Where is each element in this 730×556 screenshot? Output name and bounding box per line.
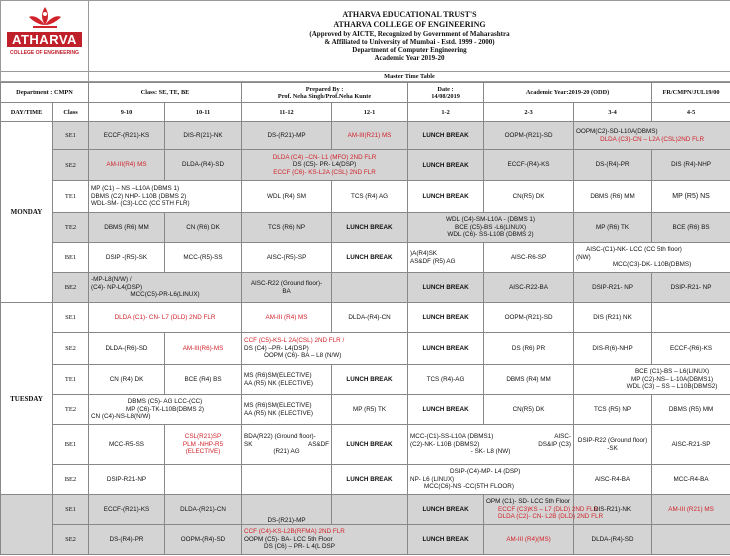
practical-line: MCC(C3)-DK- L10B(DBMS) xyxy=(612,261,692,269)
practical-cell xyxy=(408,465,574,495)
lecture-cell: AISC-R21-SP xyxy=(652,425,730,465)
slot-header: 4-5 xyxy=(652,103,730,122)
lecture-cell: DLDA-(R6)-SD xyxy=(89,333,165,365)
practical-cell xyxy=(574,365,730,395)
lunch-break: LUNCH BREAK xyxy=(332,465,408,495)
lecture-cell: AM-III (R21) MS xyxy=(652,495,730,525)
college-name: ATHARVA COLLEGE OF ENGINEERING xyxy=(333,20,486,29)
lecture-cell: MP (R5) NS xyxy=(652,181,730,213)
lecture-line: CSL(R21)SP xyxy=(184,433,222,441)
lecture-cell: DSIP-R21-NP xyxy=(89,465,165,495)
empty-cell xyxy=(652,303,730,333)
practical-line xyxy=(410,433,571,441)
lecture-cell: CN(R5) DK xyxy=(484,181,574,213)
practical-line: OOPM(C2)-SD-L10A(DBMS) xyxy=(576,128,658,135)
date-value: 14/08/2019 xyxy=(431,92,460,100)
table-row xyxy=(1,465,730,495)
info-row xyxy=(1,83,730,103)
slot-header: 11-12 xyxy=(242,103,332,122)
practical-line: OOPM (C5)- BA- LCC 5th Floor xyxy=(244,535,333,543)
lunch-break: LUNCH BREAK xyxy=(408,333,484,365)
lunch-break: LUNCH BREAK xyxy=(408,122,484,150)
lecture-cell: BCE (R4) BS xyxy=(165,365,242,395)
practical-line: -MP-L8(N/W) / xyxy=(91,276,132,284)
practical-line: CCF (C5)-KS-L 2A(CSL) 2ND FLR / xyxy=(244,337,345,345)
lecture-cell: TCS (R6) NP xyxy=(242,213,332,243)
empty-cell xyxy=(332,273,408,303)
lecture-cell: MCC-(R5)-SS xyxy=(165,243,242,273)
lunch-break: LUNCH BREAK xyxy=(408,303,484,333)
lunch-break: LUNCH BREAK xyxy=(332,425,408,465)
lecture-line: DSIP-R22 (Ground floor) xyxy=(577,437,648,444)
practical-line: WDL (C4)-SM-L10A - (DBMS 1) xyxy=(446,216,536,224)
master-title: Master Time Table xyxy=(89,72,730,82)
lecture-line: AS&DF (R5) AG xyxy=(410,257,456,265)
practical-line: NP- L6 (LINUX) xyxy=(410,475,455,483)
lecture-cell: TCS (R4) AG xyxy=(332,181,408,213)
table-row xyxy=(1,425,730,465)
lecture-cell: DIS-R(6)-NHP xyxy=(574,333,652,365)
lecture-text: SK xyxy=(244,440,253,448)
day-label-tuesday: TUESDAY xyxy=(1,303,53,495)
lecture-cell: MP (R5) TK xyxy=(332,395,408,425)
class-cell: TE1 xyxy=(53,365,89,395)
table-row xyxy=(1,365,730,395)
lecture-line: (ELECTIVE) xyxy=(185,448,221,456)
lecture-cell: DS (R6) PR xyxy=(484,333,574,365)
slot-header: 10-11 xyxy=(165,103,242,122)
class-cell: BE2 xyxy=(53,465,89,495)
practical-cell xyxy=(89,273,242,303)
practical-line: - SK- L8 (NW) xyxy=(470,448,511,456)
lecture-line: PLM -NHP-R5 xyxy=(182,440,224,448)
lecture-cell: DLDA-(R4)-CN xyxy=(332,303,408,333)
prepared-names: Prof. Neha Singh/Prof.Neha Kunte xyxy=(277,92,372,100)
practical-cell xyxy=(89,181,242,213)
practical-line: DLDA (C2)- CN- L2B (DLD) 2ND FLR xyxy=(498,513,603,521)
class-cell: TE2 xyxy=(53,213,89,243)
lecture-cell: DIS-R(21)-NK xyxy=(165,122,242,150)
timetable xyxy=(0,82,730,555)
lecture-cell xyxy=(242,425,332,465)
practical-text: AISC- xyxy=(554,433,572,441)
lecture-cell: ECCF-(R4)-KS xyxy=(484,150,574,181)
lecture-cell: DS-(R4)-PR xyxy=(574,150,652,181)
practical-line: DSIP-(C4)-MP- L4 (DSP) xyxy=(450,468,521,476)
class-cell: TE1 xyxy=(53,181,89,213)
lecture-cell: AISC-R4-BA xyxy=(574,465,652,495)
lecture-cell: ECCF-(R21)-KS xyxy=(89,122,165,150)
day-label-wednesday xyxy=(1,495,53,555)
lecture-cell: CN (R6) DK xyxy=(165,213,242,243)
practical-line: CCF (C4)-KS-L2B(RFMA) 2ND FLR xyxy=(244,528,345,536)
approval-text: (Approved by AICTE, Recognized by Government of Maharashtra xyxy=(309,30,510,38)
practical-line: DS (C6) – PR- L 4(L DSP xyxy=(264,543,335,551)
lecture-cell: DBMS (R6) MM xyxy=(89,213,165,243)
class-cell: SE2 xyxy=(53,525,89,555)
lecture-cell: WDL (R4) SM xyxy=(242,181,332,213)
lecture-cell: ECCF-(R6)-KS xyxy=(652,333,730,365)
practical-line: OOPM (C6)- BA – L8 (N/W) xyxy=(264,352,342,360)
lecture-cell: AM-III(R21) MS xyxy=(332,122,408,150)
table-row xyxy=(1,273,730,303)
lecture-cell: DBMS (R5) MM xyxy=(652,395,730,425)
slot-header: 12-1 xyxy=(332,103,408,122)
lecture-line: MS (R6)SM(ELECTIVE) xyxy=(244,402,312,409)
lecture-line: BA xyxy=(282,287,291,295)
affiliation-text: & Affiliated to University of Mumbai - Estd. 1999 - 2000) xyxy=(324,38,495,46)
practical-line xyxy=(410,441,571,449)
institute-title xyxy=(89,1,730,72)
lunch-break: LUNCH BREAK xyxy=(332,243,408,273)
lecture-cell: TCS (R5) NP xyxy=(574,395,652,425)
lecture-cell: AISC-R6-SP xyxy=(484,243,574,273)
lecture-line: -SK xyxy=(607,444,618,452)
practical-line: MP (C1) – NS –L10A (DBMS 1) xyxy=(91,185,180,193)
table-row xyxy=(1,303,730,333)
practical-text: (C2)-NK- L10B (DBMS2) xyxy=(410,440,480,448)
table-row xyxy=(1,150,730,181)
academic-label: Academic Year:2019-20 (ODD) xyxy=(484,83,652,103)
table-row xyxy=(1,495,730,525)
practical-line: DLDA (C4) –CN- L1 (MFO) 2ND FLR xyxy=(272,153,377,161)
lecture-cell xyxy=(242,365,332,395)
lecture-cell: ECCF-(R21)-KS xyxy=(89,495,165,525)
table-row xyxy=(1,243,730,273)
trust-name: ATHARVA EDUCATIONAL TRUST'S xyxy=(342,10,477,19)
slot-header: 9-10 xyxy=(89,103,165,122)
lecture-line: )A(R4)SK xyxy=(410,250,437,257)
class-cell: SE1 xyxy=(53,303,89,333)
practical-line: MCC(C5)-PR-L6(LINUX) xyxy=(130,291,200,299)
prepared-label: Prepared By : xyxy=(305,85,344,93)
lecture-cell xyxy=(408,243,484,273)
logo-wordmark: ATHARVA xyxy=(7,32,82,47)
class-cell: TE2 xyxy=(53,395,89,425)
lecture-line: BDA(R22) (Ground floor)- xyxy=(244,433,316,441)
lecture-line: (R21) AG xyxy=(273,448,300,456)
lecture-cell xyxy=(242,395,332,425)
slot-header: 1-2 xyxy=(408,103,484,122)
empty-cell xyxy=(652,525,730,555)
class-header: Class xyxy=(53,103,89,122)
table-row xyxy=(1,395,730,425)
lecture-cell: DLDA-(R4)-SD xyxy=(165,150,242,181)
lecture-cell: OOPM-(R4)-SD xyxy=(165,525,242,555)
practical-line: OPM (C1)- SD- LCC 5th Floor xyxy=(486,498,571,506)
logo-subtitle: COLLEGE OF ENGINEERING xyxy=(10,50,79,56)
practical-line: WDL-SM- (C3)-LCC (CC 5TH FLR) xyxy=(91,200,190,208)
lunch-break: LUNCH BREAK xyxy=(408,273,484,303)
slot-header: 3-4 xyxy=(574,103,652,122)
lunch-break: LUNCH BREAK xyxy=(408,150,484,181)
lunch-break: LUNCH BREAK xyxy=(408,395,484,425)
lunch-break: LUNCH BREAK xyxy=(408,495,484,525)
practical-text: MCC-(C1)-SS-L10A (DBMS1) xyxy=(410,433,494,441)
class-cell: SE1 xyxy=(53,122,89,150)
practical-cell xyxy=(89,395,242,425)
lecture-cell: DBMS (R4) MM xyxy=(484,365,574,395)
class-cell: SE2 xyxy=(53,150,89,181)
lecture-line: AA (R5) NK (ELECTIVE) xyxy=(244,379,313,387)
class-cell: BE2 xyxy=(53,273,89,303)
practical-line: DLDA (C3)-CN – L2A (CSL)2ND FLR xyxy=(600,135,704,143)
lunch-break: LUNCH BREAK xyxy=(332,365,408,395)
department-name: Department of Computer Engineering xyxy=(352,46,467,54)
table-row xyxy=(1,333,730,365)
lecture-line: AISC-R22 (Ground floor)- xyxy=(250,280,323,287)
prepared-by xyxy=(242,83,408,103)
practical-line: DBMS (C2) NHP- L10B (DBMS 2) xyxy=(91,192,187,200)
class-label: Class: SE, TE, BE xyxy=(89,83,242,103)
daytime-header: DAY/TIME xyxy=(1,103,53,122)
table-row xyxy=(1,213,730,243)
lecture-cell xyxy=(165,425,242,465)
practical-line: AISC-(C1)-NK- LCC (CC 5th floor) xyxy=(586,246,682,254)
lecture-cell: OOPM-(R21)-SD xyxy=(484,122,574,150)
lecture-cell: AISC-R22-BA xyxy=(484,273,574,303)
lecture-cell xyxy=(574,425,652,465)
lecture-cell: MP (R6) TK xyxy=(574,213,652,243)
lecture-cell: BCE (R6) BS xyxy=(652,213,730,243)
practical-line: (C4)- NP-L4(DSP) xyxy=(91,283,143,291)
header-block xyxy=(0,0,730,82)
lecture-cell xyxy=(242,273,332,303)
lecture-cell: CN(R5) DK xyxy=(484,395,574,425)
lecture-cell: MCC-R4-BA xyxy=(652,465,730,495)
slot-header: 2-3 xyxy=(484,103,574,122)
practical-line: DS (C4) –PR- L4(DSP) xyxy=(244,344,309,352)
class-cell: BE1 xyxy=(53,243,89,273)
class-cell: SE1 xyxy=(53,495,89,525)
lecture-cell: DS-(R4)-PR xyxy=(89,525,165,555)
lecture-cell: AISC-(R5)-SP xyxy=(242,243,332,273)
lecture-cell: AM-III(R6)-MS xyxy=(165,333,242,365)
lecture-cell: AM-III (R4) MS xyxy=(242,303,332,333)
empty-cell xyxy=(165,465,242,495)
practical-cell xyxy=(242,333,408,365)
column-header-row xyxy=(1,103,730,122)
practical-cell xyxy=(408,213,574,243)
lunch-break: LUNCH BREAK xyxy=(408,525,484,555)
practical-line: MCC(C6)-NS -CC(5TH FLOOR) xyxy=(424,483,514,491)
lecture-line: MS (R6)SM(ELECTIVE) xyxy=(244,372,312,379)
logo xyxy=(1,1,89,72)
lecture-cell: DSIP -(R5)-SK xyxy=(89,243,165,273)
practical-line: WDL (C3) – SS – L10B(DBMS2) xyxy=(626,383,718,391)
lecture-cell: DS-(R21)-MP xyxy=(242,122,332,150)
date-label: Date : xyxy=(437,85,454,93)
practical-line: (NW) xyxy=(576,253,591,261)
practical-line: CN (C4)-NS-L8(N/W) xyxy=(91,413,151,421)
table-row xyxy=(1,122,730,150)
practical-cell xyxy=(242,525,408,555)
practical-line: DBMS (C5)- AG LCC-(CC) xyxy=(127,398,203,406)
table-row xyxy=(1,525,730,555)
class-cell: SE2 xyxy=(53,333,89,365)
table-row xyxy=(1,181,730,213)
practical-cell xyxy=(574,122,730,150)
lecture-cell: CN (R4) DK xyxy=(89,365,165,395)
practical-line: BCE (C1)-BS – L6(LINUX) xyxy=(634,368,710,376)
lunch-break: LUNCH BREAK xyxy=(408,181,484,213)
form-code: FR/CMPN/JUL19/00 xyxy=(652,83,730,103)
lecture-text: AS&DF xyxy=(308,440,330,448)
practical-line: DS (C5)- PR- L4(DSP) xyxy=(292,161,357,169)
practical-cell xyxy=(408,425,574,465)
lecture-cell: OOPM-(R21)-SD xyxy=(484,303,574,333)
lecture-cell: MCC-R5-SS xyxy=(89,425,165,465)
lecture-line: AA (R5) NK (ELECTIVE) xyxy=(244,409,313,417)
date xyxy=(408,83,484,103)
empty-cell xyxy=(242,465,332,495)
lotus-emblem-icon xyxy=(27,5,63,31)
empty-cell xyxy=(332,495,408,525)
lecture-cell: AM-III(R4) MS xyxy=(89,150,165,181)
lecture-cell: DBMS (R6) MM xyxy=(574,181,652,213)
practical-line: WDL (C6)- SS-L10B (DBMS 2) xyxy=(447,231,534,239)
practical-cell: DLDA (C1)- CN- L7 (DLD) 2ND FLR xyxy=(89,303,242,333)
practical-line: BCE (C5)-BS -L6(LINUX) xyxy=(455,223,527,231)
lecture-cell: DIS-R21)-NK xyxy=(574,495,652,525)
lunch-break: LUNCH BREAK xyxy=(332,213,408,243)
lecture-cell: DIS (R21) NK xyxy=(574,303,652,333)
practical-cell xyxy=(242,150,408,181)
practical-cell xyxy=(484,495,603,525)
lecture-cell: TCS (R4)-AG xyxy=(408,365,484,395)
practical-line: MP (C6)-TK-L10B(DBMS 2) xyxy=(126,405,204,413)
practical-line: MP (C2)-NS– L-10A(DBMS1) xyxy=(630,375,714,383)
lecture-cell: DSIP-R21- NP xyxy=(652,273,730,303)
practical-text: DS&IP (C3) xyxy=(538,440,572,448)
academic-year: Academic Year 2019-20 xyxy=(374,54,445,62)
lecture-cell: DLDA-(R21)-CN xyxy=(165,495,242,525)
practical-cell xyxy=(574,243,730,273)
department-label: Department : CMPN xyxy=(1,83,89,103)
lecture-cell: AM-III (R4)(MS) xyxy=(484,525,574,555)
class-cell: BE1 xyxy=(53,425,89,465)
lecture-line xyxy=(244,441,329,449)
practical-line: ECCF (C6)- KS-L2A (CSL) 2ND FLR xyxy=(273,168,376,176)
lecture-cell: DSIP-R21- NP xyxy=(574,273,652,303)
lecture-cell: DS-(R21)-MP xyxy=(242,495,332,525)
lecture-cell: DIS (R4)-NHP xyxy=(652,150,730,181)
day-label-monday: MONDAY xyxy=(1,122,53,303)
lecture-cell: DLDA-(R4)-SD xyxy=(574,525,652,555)
practical-line: ECCF (C3)KS – L7 (DLD) 2ND FLR xyxy=(498,505,599,513)
